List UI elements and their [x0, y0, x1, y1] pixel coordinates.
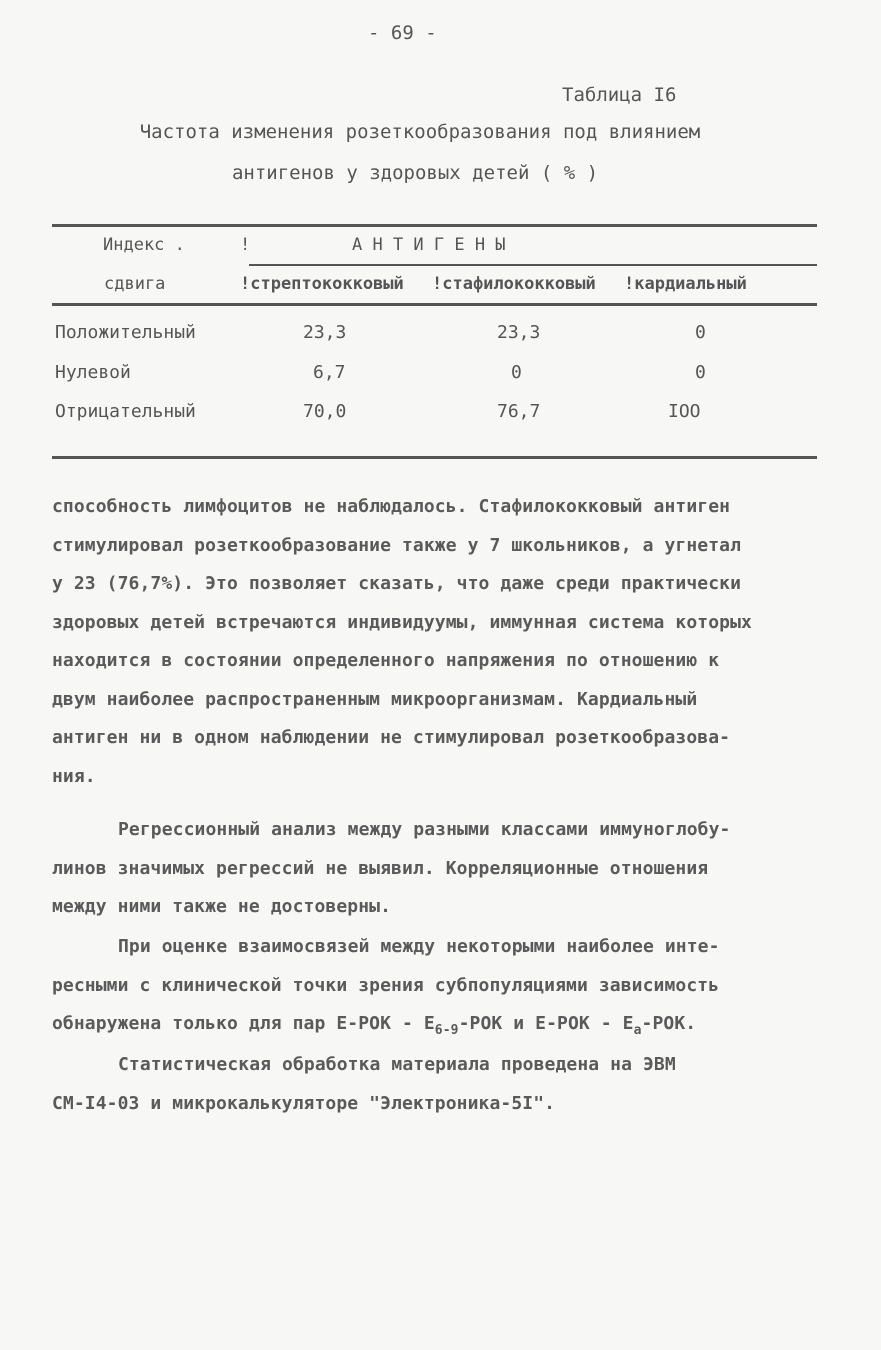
subscript: 6-9 [434, 1023, 459, 1038]
cell-staphylo: 23,3 [497, 322, 541, 343]
text-line: способность лимфоцитов не наблюдалось. Стафилококковый антиген [52, 496, 731, 517]
text-line: здоровых детей встречаются индивидуумы, иммунная система которых [52, 611, 752, 633]
row-label: Нулевой [55, 362, 131, 383]
text-fragment: -РОК и Е-РОК - Е [458, 1013, 634, 1034]
row-label: Отрицательный [55, 401, 196, 422]
cell-cardial: IOO [668, 401, 701, 422]
table-group-rule [249, 264, 817, 266]
cell-staphylo: 0 [511, 362, 522, 383]
header-index-label: Индекс . [103, 235, 185, 255]
table-header-rule [52, 303, 817, 306]
text-line: ресными с клинической точки зрения субпопуляциями зависимость [52, 974, 720, 996]
text-line: ния. [52, 765, 96, 787]
table-caption-line-2: антигенов у здоровых детей ( % ) [231, 162, 599, 184]
header-antigens-group: А Н Т И Г Е Н Ы [352, 235, 506, 255]
text-line: между ними также не достоверны. [52, 896, 392, 917]
text-line: стимулировал розеткообразование также у 7 школьников, а угнетал [52, 534, 742, 556]
text-line: двум наиболее распространенным микроорганизмам. Кардиальный [52, 688, 698, 710]
text-line: СМ-I4-03 и микрокалькуляторе "Электроника-5I". [52, 1092, 556, 1114]
table-bottom-rule [52, 456, 817, 459]
table-top-rule [52, 224, 817, 227]
table-label: Таблица I6 [562, 84, 677, 106]
page-number: - 69 - [368, 22, 437, 44]
text-line: Статистическая обработка материала проведена на ЭВМ [118, 1054, 676, 1075]
cell-staphylo: 76,7 [497, 401, 541, 422]
row-label: Положительный [55, 322, 196, 343]
paragraph-4 [52, 1046, 842, 1123]
table-caption-line-1: Частота изменения розеткообразования под влиянием [139, 121, 701, 143]
text-fragment: обнаружена только для пар Е-РОК - Е [52, 1013, 435, 1034]
header-col-staphylo: !стафилококковый [432, 274, 596, 294]
text-line: Регрессионный анализ между разными классами иммуноглобу- [118, 819, 731, 840]
header-col-cardial: !кардиальный [624, 274, 747, 294]
subscript: а [633, 1023, 642, 1038]
cell-cardial: 0 [695, 362, 706, 383]
header-separator: ! [240, 235, 251, 255]
text-line: линов значимых регрессий не выявил. Корреляционные отношения [52, 857, 709, 879]
cell-strepto: 70,0 [303, 401, 347, 422]
paragraph-1 [52, 488, 842, 796]
header-shift-label: сдвига [104, 274, 166, 294]
paragraph-3 [52, 928, 842, 1051]
text-line [52, 1005, 842, 1051]
text-line: у 23 (76,7%). Это позволяет сказать, что даже среди практически [52, 573, 742, 594]
cell-strepto: 23,3 [303, 322, 347, 343]
text-line: При оценке взаимосвязей между некоторыми наиболее инте- [118, 936, 720, 957]
text-line: находится в состоянии определенного напряжения по отношению к [52, 650, 720, 671]
text-fragment: -РОК. [641, 1013, 697, 1034]
paragraph-2 [52, 811, 842, 927]
cell-strepto: 6,7 [313, 362, 346, 383]
cell-cardial: 0 [695, 322, 706, 343]
header-col-strepto: !стрептококковый [240, 274, 404, 294]
text-line: антиген ни в одном наблюдении не стимулировал розеткообразова- [52, 727, 731, 748]
